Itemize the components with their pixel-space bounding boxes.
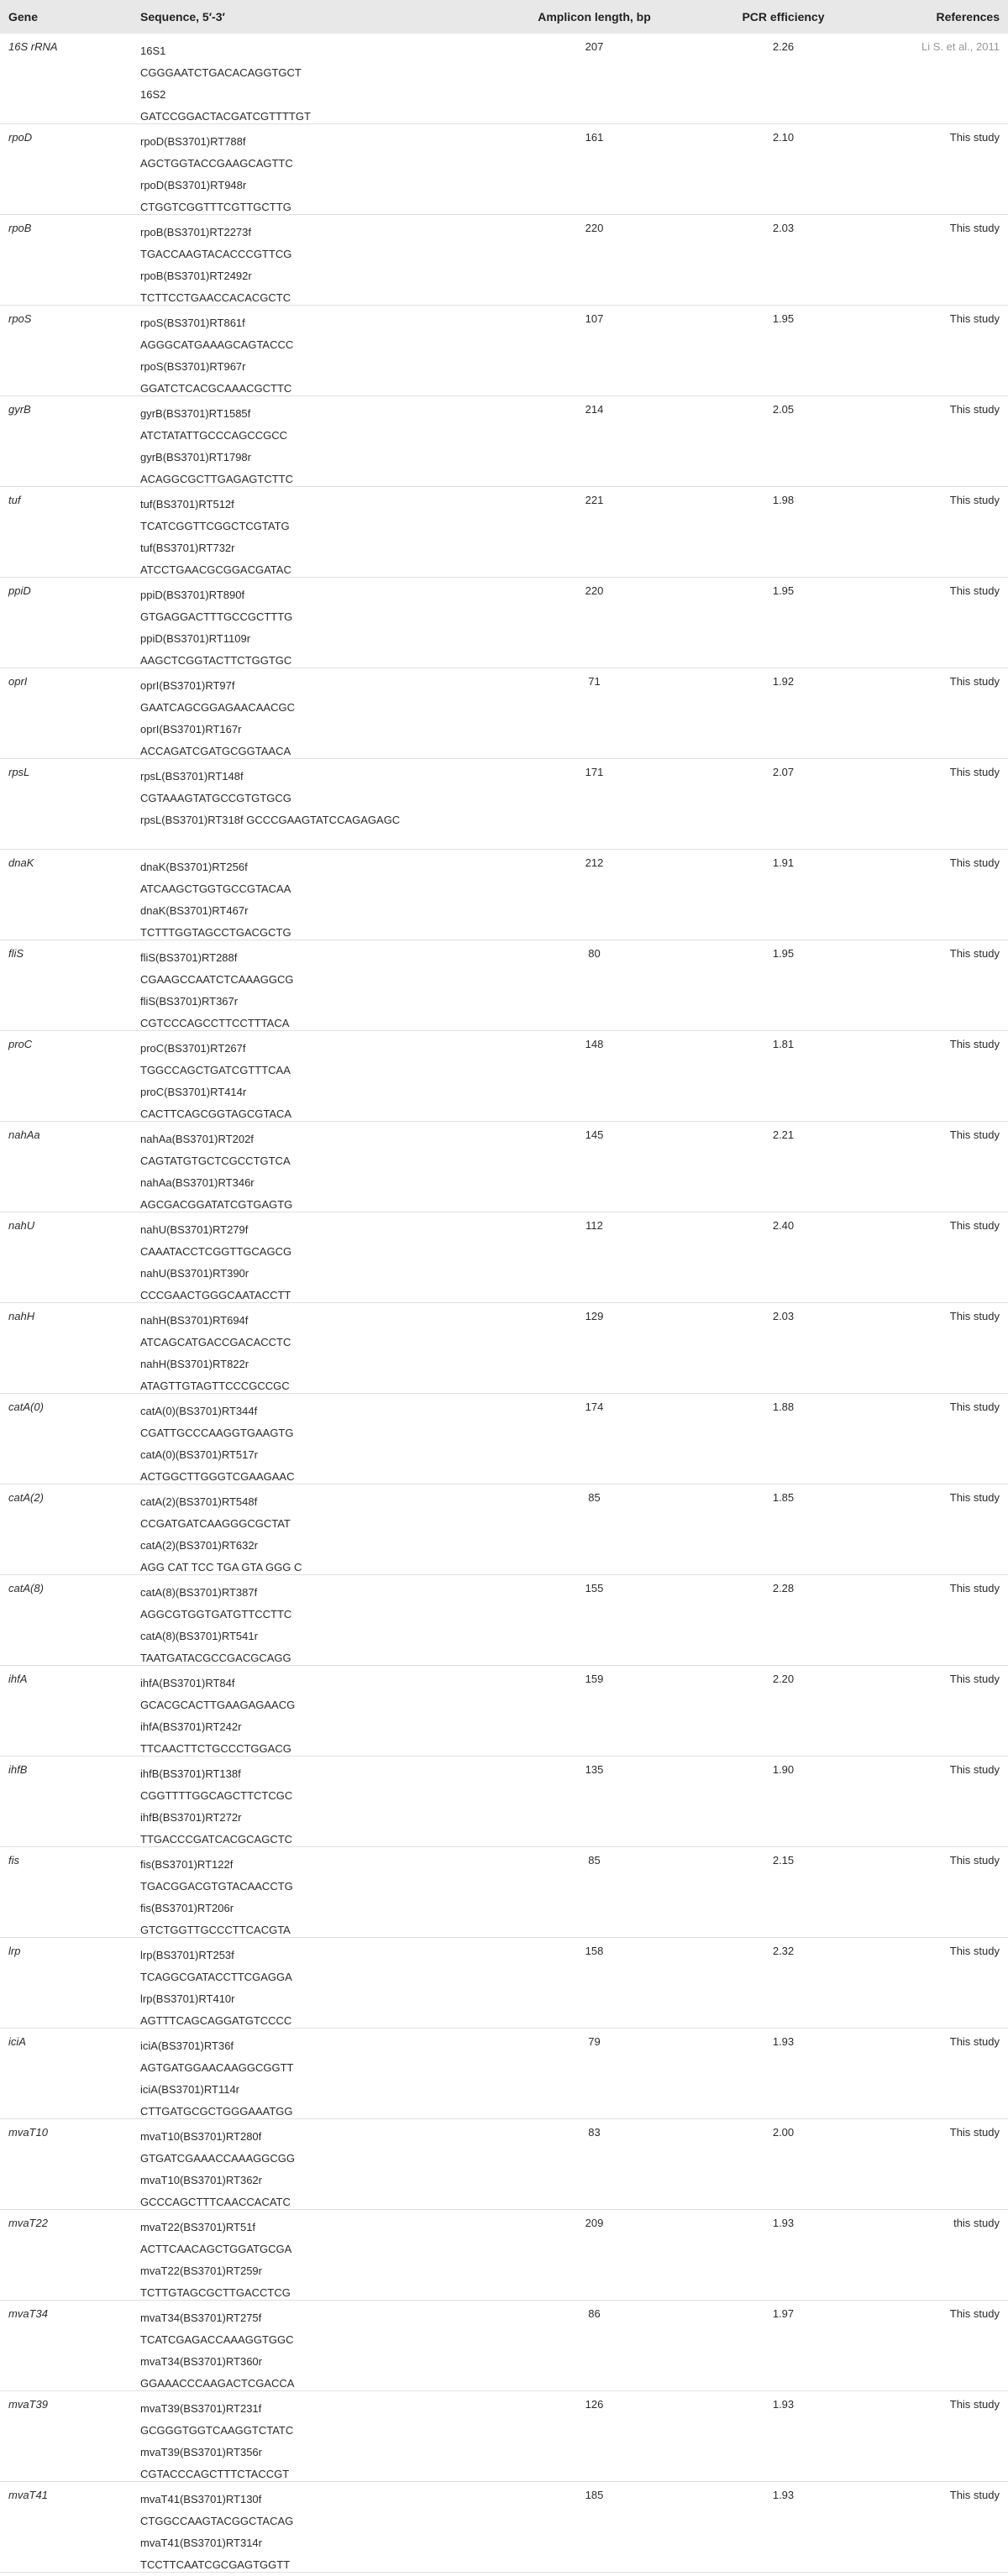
- gene-cell: mvaT22: [8, 2217, 48, 2229]
- sequence-cell: [130, 1938, 500, 2032]
- efficiency-cell: 1.93: [772, 2489, 795, 2501]
- reference-cell: This study: [949, 2398, 1000, 2411]
- sequence-line: rpoD(BS3701)RT788f: [140, 135, 246, 148]
- sequence-line: ATAGTTGTAGTTCCCGCCGC: [140, 1380, 290, 1392]
- sequence-line: iciA(BS3701)RT36f: [140, 2039, 234, 2052]
- sequence-cell: [130, 1484, 500, 1579]
- efficiency-cell: 1.88: [772, 1401, 795, 1413]
- reference-cell: This study: [949, 1038, 1000, 1050]
- efficiency-cell: 1.91: [772, 856, 795, 869]
- sequence-cell: [130, 2119, 500, 2213]
- table-row: [0, 850, 1008, 940]
- header-pcr-efficiency: PCR efficiency: [742, 10, 825, 24]
- gene-cell: ppiD: [8, 584, 31, 597]
- reference-cell: This study: [949, 1401, 1000, 1413]
- table-row: [0, 1666, 1008, 1757]
- sequence-cell: [130, 2210, 500, 2304]
- efficiency-cell: 2.20: [772, 1673, 795, 1685]
- amplicon-cell: 161: [585, 131, 604, 144]
- sequence-line: AGCGACGGATATCGTGAGTG: [140, 1198, 293, 1211]
- header-amplicon-length: Amplicon length, bp: [538, 10, 651, 24]
- sequence-cell: [130, 306, 500, 400]
- gene-cell: fliS: [8, 947, 24, 960]
- sequence-line: TCTTGTAGCGCTTGACCTCG: [140, 2286, 291, 2299]
- table-row: [0, 759, 1008, 850]
- sequence-line: GATCCGGACTACGATCGTTTTGT: [140, 110, 311, 123]
- sequence-line: TCTTCCTGAACCACACGCTC: [140, 291, 291, 304]
- efficiency-cell: 2.10: [772, 131, 795, 144]
- table-row: [0, 34, 1008, 124]
- sequence-line: fliS(BS3701)RT367r: [140, 995, 239, 1008]
- sequence-cell: [130, 759, 500, 831]
- sequence-line: TGACCAAGTACACCCGTTCG: [140, 248, 292, 260]
- sequence-cell: [130, 1757, 500, 1851]
- amplicon-cell: 126: [585, 2398, 604, 2411]
- sequence-line: TAATGATACGCCGACGCAGG: [140, 1652, 291, 1664]
- sequence-cell: [130, 34, 500, 128]
- sequence-line: AGTTTCAGCAGGATGTCCCC: [140, 2014, 292, 2027]
- sequence-line: mvaT10(BS3701)RT280f: [140, 2130, 262, 2143]
- sequence-cell: [130, 2029, 500, 2123]
- table-header: [0, 0, 1008, 34]
- table-row: [0, 2391, 1008, 2482]
- sequence-line: mvaT39(BS3701)RT356r: [140, 2446, 262, 2458]
- amplicon-cell: 185: [585, 2489, 604, 2501]
- sequence-cell: [130, 1212, 500, 1306]
- sequence-line: ATCAAGCTGGTGCCGTACAA: [140, 882, 291, 895]
- sequence-line: dnaK(BS3701)RT467r: [140, 904, 249, 917]
- table-row: [0, 2029, 1008, 2119]
- table-row: [0, 1122, 1008, 1212]
- header-sequence: Sequence, 5′-3′: [140, 10, 225, 24]
- amplicon-cell: 79: [588, 2035, 601, 2048]
- amplicon-cell: 129: [585, 1310, 604, 1322]
- sequence-line: catA(0)(BS3701)RT344f: [140, 1405, 258, 1417]
- sequence-line: CTGGTCGGTTTCGTTGCTTG: [140, 201, 291, 213]
- gene-cell: gyrB: [8, 403, 31, 416]
- table-row: [0, 2482, 1008, 2573]
- gene-cell: rpoB: [8, 222, 32, 234]
- sequence-line: 16S2: [140, 88, 166, 101]
- sequence-line: CTTGATGCGCTGGGAAATGG: [140, 2105, 293, 2118]
- amplicon-cell: 145: [585, 1128, 604, 1141]
- efficiency-cell: 2.03: [772, 222, 795, 234]
- efficiency-cell: 1.92: [772, 675, 795, 688]
- sequence-cell: [130, 2301, 500, 2395]
- sequence-line: proC(BS3701)RT267f: [140, 1042, 246, 1055]
- sequence-line: nahH(BS3701)RT822r: [140, 1358, 249, 1370]
- sequence-line: rpsL(BS3701)RT148f: [140, 770, 244, 783]
- sequence-line: CCGATGATCAAGGGCGCTAT: [140, 1517, 291, 1530]
- sequence-line: mvaT22(BS3701)RT51f: [140, 2221, 256, 2233]
- sequence-line: rpsL(BS3701)RT318f GCCCGAAGTATCCAGAGAGC: [140, 814, 401, 826]
- amplicon-cell: 80: [588, 947, 601, 960]
- amplicon-cell: 112: [585, 1219, 603, 1232]
- sequence-cell: [130, 2391, 500, 2485]
- sequence-line: ihfA(BS3701)RT242r: [140, 1720, 242, 1733]
- sequence-cell: [130, 578, 500, 672]
- efficiency-cell: 2.40: [772, 1219, 795, 1232]
- sequence-line: dnaK(BS3701)RT256f: [140, 861, 248, 873]
- gene-cell: proC: [8, 1038, 33, 1050]
- table-row: [0, 1031, 1008, 1122]
- table-row: [0, 668, 1008, 759]
- reference-cell: This study: [949, 584, 1000, 597]
- sequence-line: rpoB(BS3701)RT2492r: [140, 270, 252, 282]
- amplicon-cell: 221: [585, 494, 604, 506]
- gene-cell: nahH: [8, 1310, 35, 1322]
- sequence-line: GAATCAGCGGAGAACAACGC: [140, 701, 295, 714]
- gene-cell: nahAa: [8, 1128, 40, 1141]
- sequence-line: ATCCTGAACGCGGACGATAC: [140, 563, 291, 576]
- gene-cell: mvaT41: [8, 2489, 48, 2501]
- reference-cell: This study: [949, 1854, 1000, 1867]
- amplicon-cell: 174: [585, 1401, 604, 1413]
- sequence-line: AGGGCATGAAAGCAGTACCC: [140, 338, 294, 351]
- sequence-line: gyrB(BS3701)RT1798r: [140, 451, 251, 463]
- sequence-line: CGTACCCAGCTTTCTACCGT: [140, 2468, 290, 2480]
- sequence-line: CCCGAACTGGGCAATACCTT: [140, 1289, 291, 1301]
- sequence-line: AGCTGGTACCGAAGCAGTTC: [140, 157, 293, 170]
- sequence-line: GCCCAGCTTTCAACCACATC: [140, 2196, 291, 2208]
- table-row: [0, 1484, 1008, 1575]
- sequence-line: nahAa(BS3701)RT346r: [140, 1176, 255, 1189]
- sequence-line: proC(BS3701)RT414r: [140, 1086, 247, 1098]
- gene-cell: mvaT10: [8, 2126, 48, 2139]
- amplicon-cell: 86: [588, 2307, 601, 2320]
- reference-cell: This study: [949, 1673, 1000, 1685]
- sequence-line: AGTGATGGAACAAGGCGGTT: [140, 2061, 294, 2074]
- sequence-line: ACAGGCGCTTGAGAGTCTTC: [140, 473, 293, 485]
- sequence-line: catA(8)(BS3701)RT387f: [140, 1586, 258, 1599]
- efficiency-cell: 1.90: [772, 1763, 795, 1776]
- sequence-line: GGATCTCACGCAAACGCTTC: [140, 382, 292, 395]
- gene-cell: catA(0): [8, 1401, 44, 1413]
- sequence-line: mvaT41(BS3701)RT314r: [140, 2537, 262, 2549]
- sequence-line: AGG CAT TCC TGA GTA GGG C: [140, 1561, 302, 1573]
- sequence-line: CTGGCCAAGTACGGCTACAG: [140, 2515, 294, 2527]
- sequence-line: lrp(BS3701)RT410r: [140, 1992, 235, 2005]
- efficiency-cell: 1.93: [772, 2035, 795, 2048]
- sequence-line: rpoB(BS3701)RT2273f: [140, 226, 252, 238]
- gene-cell: nahU: [8, 1219, 35, 1232]
- amplicon-cell: 207: [585, 40, 604, 53]
- reference-cell: This study: [949, 2126, 1000, 2139]
- sequence-line: gyrB(BS3701)RT1585f: [140, 407, 251, 420]
- amplicon-cell: 158: [585, 1945, 604, 1957]
- efficiency-cell: 2.07: [772, 766, 795, 778]
- amplicon-cell: 214: [585, 403, 604, 416]
- sequence-line: TCCTTCAATCGCGAGTGGTT: [140, 2558, 291, 2571]
- sequence-line: 16S1: [140, 45, 166, 57]
- reference-cell: This study: [949, 131, 1000, 144]
- amplicon-cell: 209: [585, 2217, 604, 2229]
- efficiency-cell: 1.95: [772, 584, 795, 597]
- sequence-line: CGGGAATCTGACACAGGTGCT: [140, 66, 302, 79]
- amplicon-cell: 148: [585, 1038, 604, 1050]
- reference-cell: This study: [949, 494, 1000, 506]
- amplicon-cell: 107: [585, 312, 604, 325]
- sequence-line: TTGACCCGATCACGCAGCTC: [140, 1833, 293, 1846]
- gene-cell: tuf: [8, 494, 21, 506]
- gene-cell: rpsL: [8, 766, 30, 778]
- gene-cell: fis: [8, 1854, 19, 1867]
- amplicon-cell: 135: [585, 1763, 604, 1776]
- amplicon-cell: 83: [588, 2126, 601, 2139]
- sequence-line: mvaT22(BS3701)RT259r: [140, 2264, 262, 2277]
- header-gene: Gene: [8, 10, 39, 24]
- efficiency-cell: 2.21: [772, 1128, 795, 1141]
- sequence-line: nahAa(BS3701)RT202f: [140, 1133, 254, 1145]
- reference-cell: This study: [949, 312, 1000, 325]
- sequence-cell: [130, 487, 500, 581]
- sequence-line: TCTTTGGTAGCCTGACGCTG: [140, 926, 291, 939]
- gene-cell: ihfB: [8, 1763, 28, 1776]
- sequence-line: ATCAGCATGACCGACACCTC: [140, 1336, 291, 1348]
- table-row: [0, 1847, 1008, 1938]
- sequence-line: ppiD(BS3701)RT1109r: [140, 632, 251, 645]
- efficiency-cell: 2.32: [772, 1945, 795, 1957]
- sequence-cell: [130, 215, 500, 309]
- sequence-line: nahU(BS3701)RT279f: [140, 1223, 249, 1236]
- sequence-line: ACTTCAACAGCTGGATGCGA: [140, 2243, 292, 2255]
- reference-cell: This study: [949, 766, 1000, 778]
- sequence-line: TGGCCAGCTGATCGTTTCAA: [140, 1064, 291, 1076]
- gene-cell: 16S rRNA: [8, 40, 58, 53]
- sequence-line: CGTCCCAGCCTTCCTTTACA: [140, 1017, 290, 1029]
- sequence-line: iciA(BS3701)RT114r: [140, 2083, 240, 2096]
- gene-cell: catA(8): [8, 1582, 44, 1594]
- table-row: [0, 215, 1008, 306]
- sequence-line: lrp(BS3701)RT253f: [140, 1949, 234, 1961]
- amplicon-cell: 220: [585, 222, 604, 234]
- sequence-line: TCATCGAGACCAAAGGTGGC: [140, 2333, 294, 2346]
- reference-cell: This study: [949, 2307, 1000, 2320]
- sequence-line: GTCTGGTTGCCCTTCACGTA: [140, 1924, 291, 1936]
- sequence-cell: [130, 1122, 500, 1216]
- reference-cell: This study: [949, 1128, 1000, 1141]
- table-row: [0, 578, 1008, 668]
- sequence-line: GCACGCACTTGAAGAGAACG: [140, 1699, 296, 1711]
- amplicon-cell: 171: [585, 766, 604, 778]
- sequence-line: rpoS(BS3701)RT967r: [140, 360, 246, 373]
- table-body: [0, 34, 1008, 2573]
- efficiency-cell: 1.95: [772, 947, 795, 960]
- sequence-line: TTCAACTTCTGCCCTGGACG: [140, 1742, 291, 1755]
- sequence-line: tuf(BS3701)RT512f: [140, 498, 234, 510]
- sequence-cell: [130, 1394, 500, 1488]
- reference-cell: This study: [949, 2035, 1000, 2048]
- sequence-cell: [130, 940, 500, 1034]
- reference-cell: Li S. et al., 2011: [921, 40, 1000, 53]
- efficiency-cell: 2.28: [772, 1582, 795, 1594]
- efficiency-cell: 2.00: [772, 2126, 795, 2139]
- sequence-line: nahH(BS3701)RT694f: [140, 1314, 249, 1327]
- reference-cell: This study: [949, 2489, 1000, 2501]
- efficiency-cell: 1.85: [772, 1491, 795, 1504]
- sequence-cell: [130, 2482, 500, 2576]
- amplicon-cell: 155: [585, 1582, 604, 1594]
- table-row: [0, 1575, 1008, 1666]
- reference-cell: This study: [949, 222, 1000, 234]
- sequence-line: AAGCTCGGTACTTCTGGTGC: [140, 654, 292, 667]
- reference-cell: This study: [949, 1491, 1000, 1504]
- sequence-cell: [130, 1575, 500, 1669]
- efficiency-cell: 2.03: [772, 1310, 795, 1322]
- table-row: [0, 940, 1008, 1031]
- sequence-line: mvaT34(BS3701)RT275f: [140, 2312, 262, 2324]
- sequence-line: catA(2)(BS3701)RT632r: [140, 1539, 258, 1552]
- sequence-line: mvaT39(BS3701)RT231f: [140, 2402, 262, 2415]
- sequence-line: fis(BS3701)RT206r: [140, 1902, 234, 1914]
- sequence-line: catA(8)(BS3701)RT541r: [140, 1630, 258, 1642]
- reference-cell: This study: [949, 947, 1000, 960]
- table-row: [0, 1303, 1008, 1394]
- table-row: [0, 2210, 1008, 2301]
- efficiency-cell: 1.93: [772, 2217, 795, 2229]
- efficiency-cell: 2.26: [772, 40, 795, 53]
- efficiency-cell: 1.93: [772, 2398, 795, 2411]
- sequence-line: CAAATACCTCGGTTGCAGCG: [140, 1245, 292, 1258]
- sequence-cell: [130, 850, 500, 944]
- gene-cell: iciA: [8, 2035, 26, 2048]
- gene-cell: lrp: [8, 1945, 21, 1957]
- sequence-line: ACCAGATCGATGCGGTAACA: [140, 745, 291, 757]
- sequence-line: oprI(BS3701)RT167r: [140, 723, 242, 736]
- efficiency-cell: 1.98: [772, 494, 795, 506]
- reference-cell: This study: [949, 403, 1000, 416]
- sequence-line: fliS(BS3701)RT288f: [140, 951, 238, 964]
- sequence-line: mvaT10(BS3701)RT362r: [140, 2174, 262, 2186]
- sequence-line: oprI(BS3701)RT97f: [140, 679, 235, 692]
- gene-cell: mvaT34: [8, 2307, 48, 2320]
- sequence-line: CACTTCAGCGGTAGCGTACA: [140, 1107, 292, 1120]
- reference-cell: This study: [949, 1310, 1000, 1322]
- sequence-line: CAGTATGTGCTCGCCTGTCA: [140, 1154, 291, 1167]
- gene-cell: ihfA: [8, 1673, 28, 1685]
- table-row: [0, 396, 1008, 487]
- amplicon-cell: 220: [585, 584, 604, 597]
- sequence-line: ACTGGCTTGGGTCGAAGAAC: [140, 1470, 295, 1483]
- efficiency-cell: 1.97: [772, 2307, 795, 2320]
- reference-cell: this study: [953, 2217, 1000, 2229]
- sequence-line: CGTAAAGTATGCCGTGTGCG: [140, 792, 291, 804]
- sequence-line: catA(2)(BS3701)RT548f: [140, 1495, 258, 1508]
- sequence-line: TGACGGACGTGTACAACCTG: [140, 1880, 293, 1893]
- amplicon-cell: 212: [585, 856, 604, 869]
- sequence-line: mvaT41(BS3701)RT130f: [140, 2493, 262, 2505]
- table-row: [0, 124, 1008, 215]
- gene-cell: rpoS: [8, 312, 32, 325]
- sequence-line: GCGGGTGGTCAAGGTCTATC: [140, 2424, 294, 2437]
- reference-cell: This study: [949, 675, 1000, 688]
- sequence-line: CGGTTTTGGCAGCTTCTCGC: [140, 1789, 293, 1802]
- sequence-line: CGAAGCCAATCTCAAAGGCG: [140, 973, 294, 986]
- table-row: [0, 2301, 1008, 2391]
- sequence-line: fis(BS3701)RT122f: [140, 1858, 234, 1871]
- gene-cell: oprI: [8, 675, 28, 688]
- sequence-line: AGGCGTGGTGATGTTCCTTC: [140, 1608, 292, 1620]
- efficiency-cell: 2.05: [772, 403, 795, 416]
- table-row: [0, 306, 1008, 396]
- sequence-line: TCATCGGTTCGGCTCGTATG: [140, 520, 290, 532]
- reference-cell: This study: [949, 856, 1000, 869]
- sequence-line: rpoS(BS3701)RT861f: [140, 317, 245, 329]
- sequence-line: ihfB(BS3701)RT138f: [140, 1767, 241, 1780]
- table-row: [0, 487, 1008, 578]
- sequence-line: ihfB(BS3701)RT272r: [140, 1811, 242, 1824]
- sequence-line: GGAAACCCAAGACTCGACCA: [140, 2377, 295, 2390]
- sequence-line: ihfA(BS3701)RT84f: [140, 1677, 235, 1689]
- reference-cell: This study: [949, 1763, 1000, 1776]
- sequence-cell: [130, 668, 500, 762]
- amplicon-cell: 71: [588, 675, 601, 688]
- sequence-line: catA(0)(BS3701)RT517r: [140, 1448, 258, 1461]
- sequence-cell: [130, 1847, 500, 1941]
- sequence-line: tuf(BS3701)RT732r: [140, 542, 235, 554]
- sequence-cell: [130, 1031, 500, 1125]
- gene-cell: dnaK: [8, 856, 34, 869]
- sequence-line: TCAGGCGATACCTTCGAGGA: [140, 1971, 292, 1983]
- sequence-cell: [130, 396, 500, 490]
- efficiency-cell: 1.81: [772, 1038, 795, 1050]
- table-row: [0, 1212, 1008, 1303]
- table-row: [0, 1938, 1008, 2029]
- reference-cell: This study: [949, 1219, 1000, 1232]
- gene-cell: catA(2): [8, 1491, 44, 1504]
- sequence-cell: [130, 1303, 500, 1397]
- sequence-cell: [130, 1666, 500, 1760]
- header-references: References: [936, 10, 1000, 24]
- gene-cell: mvaT39: [8, 2398, 48, 2411]
- sequence-line: GTGAGGACTTTGCCGCTTTG: [140, 610, 293, 623]
- sequence-cell: [130, 124, 500, 218]
- amplicon-cell: 159: [585, 1673, 604, 1685]
- sequence-line: GTGATCGAAACCAAAGGCGG: [140, 2152, 295, 2165]
- table-row: [0, 2119, 1008, 2210]
- gene-cell: rpoD: [8, 131, 33, 144]
- table-row: [0, 1757, 1008, 1847]
- sequence-line: nahU(BS3701)RT390r: [140, 1267, 249, 1280]
- amplicon-cell: 85: [588, 1491, 601, 1504]
- reference-cell: This study: [949, 1582, 1000, 1594]
- amplicon-cell: 85: [588, 1854, 601, 1867]
- sequence-line: rpoD(BS3701)RT948r: [140, 179, 247, 191]
- sequence-line: CGATTGCCCAAGGTGAAGTG: [140, 1427, 294, 1439]
- efficiency-cell: 2.15: [772, 1854, 795, 1867]
- efficiency-cell: 1.95: [772, 312, 795, 325]
- sequence-line: mvaT34(BS3701)RT360r: [140, 2355, 262, 2368]
- table-row: [0, 1394, 1008, 1484]
- reference-cell: This study: [949, 1945, 1000, 1957]
- sequence-line: ppiD(BS3701)RT890f: [140, 589, 245, 601]
- sequence-line: ATCTATATTGCCCAGCCGCC: [140, 429, 288, 442]
